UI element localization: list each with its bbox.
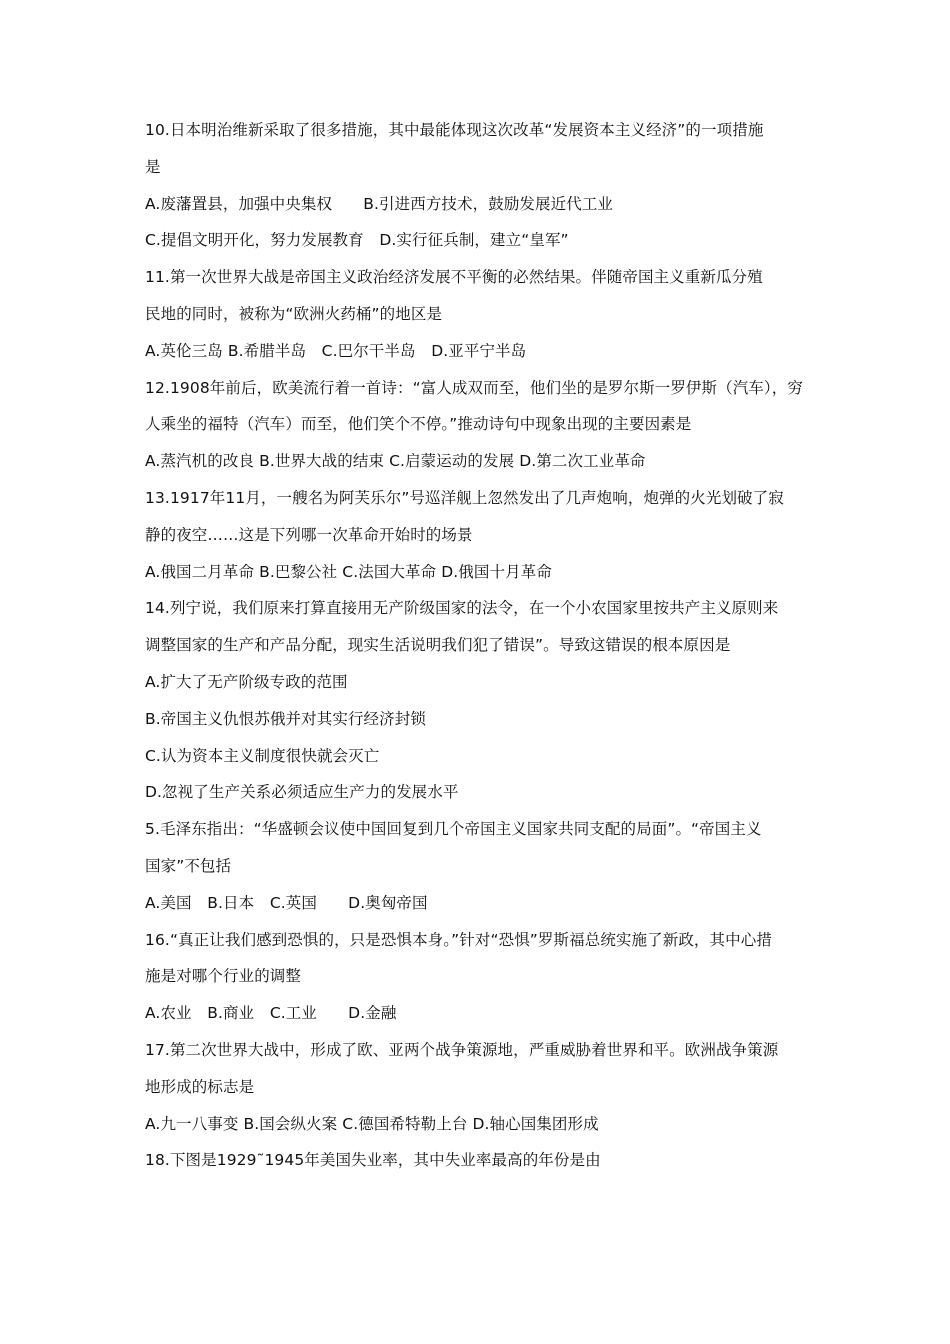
q10-stem-line-2: 是 — [145, 157, 161, 176]
q16-options: A.农业 B.商业 C.工业 D.金融 — [145, 1004, 397, 1023]
document-body — [145, 116, 810, 1183]
q16-stem-line-2: 施是对哪个行业的调整 — [145, 967, 302, 986]
q17-stem-line-1: 17.第二次世界大战中，形成了欧、亚两个战争策源地，严重威胁着世界和平。欧洲战争策源 — [145, 1040, 779, 1059]
q17-options: A.九一八事变 B.国会纵火案 C.德国希特勒上台 D.轴心国集团形成 — [145, 1114, 599, 1133]
q10-options-cd: C.提倡文明开化，努力发展教育 D.实行征兵制，建立“皇军” — [145, 231, 569, 250]
q11-options: A.英伦三岛 B.希腊半岛 C.巴尔干半岛 D.亚平宁半岛 — [145, 341, 527, 360]
q12-options: A.蒸汽机的改良 B.世界大战的结束 C.启蒙运动的发展 D.第二次工业革命 — [145, 452, 646, 471]
q14-option-d: D.忽视了生产关系必须适应生产力的发展水平 — [145, 783, 459, 802]
q12-stem-line-2: 人乘坐的福特（汽车）而至，他们笑个不停。”推动诗句中现象出现的主要因素是 — [145, 415, 692, 434]
q15-stem-line-1: 5.毛泽东指出：“华盛顿会议使中国回复到几个帝国主义国家共同支配的局面”。“帝国主义 — [145, 820, 762, 839]
q10-stem-line-1: 10.日本明治维新采取了很多措施，其中最能体现这次改革“发展资本主义经济”的一项措施 — [145, 121, 764, 139]
q13-options: A.俄国二月革命 B.巴黎公社 C.法国大革命 D.俄国十月革命 — [145, 562, 552, 581]
q13-stem-line-1: 13.1917年11月，一艘名为阿芙乐尔”号巡洋舰上忽然发出了几声炮响，炮弹的火光划破了寂 — [145, 488, 784, 507]
q14-option-a: A.扩大了无产阶级专政的范围 — [145, 672, 348, 691]
q16-stem-line-1: 16.“真正让我们感到恐惧的，只是恐惧本身。”针对“恐惧”罗斯福总统实施了新政，其中心措 — [145, 930, 772, 949]
q10-options-ab: A.废藩置县，加强中央集权 B.引进西方技术，鼓励发展近代工业 — [145, 194, 614, 213]
q15-stem-line-2: 国家”不包括 — [145, 856, 232, 875]
q14-stem-line-1: 14.列宁说，我们原来打算直接用无产阶级国家的法令，在一个小农国家里按共产主义原则来 — [145, 599, 779, 618]
q12-stem-line-1: 12.1908年前后，欧美流行着一首诗：“富人成双而至，他们坐的是罗尔斯一罗伊斯（汽车），穷 — [145, 378, 803, 397]
q13-stem-line-2: 静的夜空……这是下列哪一次革命开始时的场景 — [145, 525, 473, 544]
q11-stem-line-2: 民地的同时，被称为“欧洲火药桶”的地区是 — [145, 304, 443, 323]
q14-option-c: C.认为资本主义制度很快就会灭亡 — [145, 746, 380, 765]
q15-options: A.美国 B.日本 C.英国 D.奥匈帝国 — [145, 893, 428, 912]
q14-stem-line-2: 调整国家的生产和产品分配，现实生活说明我们犯了错误”。导致这错误的根本原因是 — [145, 636, 731, 655]
q17-stem-line-2: 地形成的标志是 — [145, 1077, 255, 1096]
q14-option-b: B.帝国主义仇恨苏俄并对其实行经济封锁 — [145, 709, 426, 728]
q18-stem-line-1: 18.下图是1929˜1945年美国失业率，其中失业率最高的年份是由 — [145, 1151, 601, 1170]
q11-stem-line-1: 11.第一次世界大战是帝国主义政治经济发展不平衡的必然结果。伴随帝国主义重新瓜分殖 — [145, 268, 763, 287]
